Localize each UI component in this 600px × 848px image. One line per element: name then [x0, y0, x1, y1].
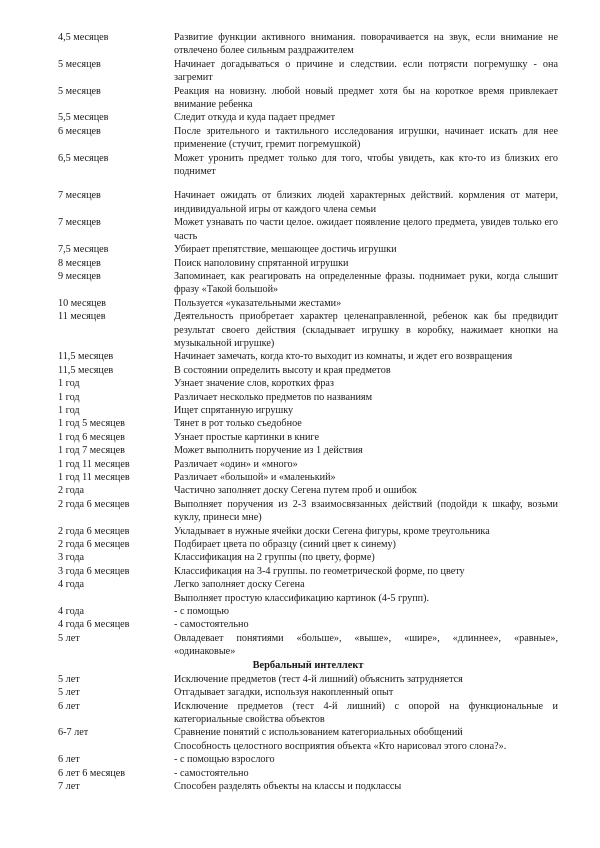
age-cell: 1 год [58, 404, 80, 416]
description-cell: Начинает догадываться о причине и следствии. если потрясти погремушку - она загремит [174, 58, 558, 84]
age-cell: 6 месяцев [58, 125, 101, 137]
age-cell: 8 месяцев [58, 257, 101, 269]
age-cell: 1 год 11 месяцев [58, 472, 130, 483]
description-cell: Исключение предметов (тест 4-й лишний) объяснить затрудняется [174, 673, 463, 685]
description-cell: Узнает простые картинки в книге [174, 431, 319, 443]
table-row [58, 257, 558, 270]
age-cell: 5 лет [58, 673, 80, 685]
age-cell: 11,5 месяцев [58, 364, 114, 376]
age-cell: 4 года [58, 606, 85, 618]
description-cell: Классификация на 2 группы (по цвету, форме) [174, 552, 375, 564]
table-row [58, 525, 558, 538]
description-cell: Способен разделять объекты на классы и подклассы [174, 780, 402, 792]
table-row [58, 364, 558, 377]
table-row [58, 125, 558, 152]
age-cell: 1 год 7 месяцев [58, 445, 125, 457]
table-row [58, 753, 558, 766]
table-row [58, 458, 558, 471]
table-row [58, 377, 558, 390]
age-cell: 4 года [58, 579, 85, 591]
age-cell: 6-7 лет [58, 727, 89, 739]
description-cell: Отгадывает загадки, используя накопленный опыт [174, 687, 394, 699]
table-row [58, 565, 558, 578]
description-cell: Классификация на 3-4 группы. по геометрической форме, по цвету [174, 565, 465, 577]
development-table [58, 31, 558, 793]
table-row [58, 471, 558, 484]
section-heading-row [58, 659, 558, 673]
age-cell: 2 года [58, 485, 85, 497]
table-row [58, 538, 558, 551]
table-row [58, 673, 558, 686]
table-row [58, 740, 558, 753]
description-cell: Убирает препятствие, мешающее достичь игрушки [174, 244, 397, 256]
age-cell: 1 год 11 месяцев [58, 458, 130, 470]
description-cell: Различает несколько предметов по названиям [174, 391, 373, 403]
description-cell: Следит откуда и куда падает предмет [174, 112, 336, 124]
table-row [58, 111, 558, 124]
age-cell: 6 лет [58, 754, 80, 766]
description-cell: Начинает ожидать от близких людей характерных действий. кормления от матери, индивидуальной игры от каждого члена семьи [174, 190, 558, 215]
age-cell: 6,5 месяцев [58, 152, 109, 164]
table-row [58, 484, 558, 497]
age-cell: 7,5 месяцев [58, 244, 109, 256]
description-cell: Тянет в рот только съедобное [174, 418, 302, 430]
table-row [58, 85, 558, 112]
age-cell: 3 года 6 месяцев [58, 565, 130, 577]
age-cell [58, 740, 174, 753]
table-row [58, 404, 558, 417]
table-row [58, 243, 558, 256]
table-row [58, 417, 558, 430]
age-cell: 5 месяцев [58, 58, 101, 70]
age-cell: 11,5 месяцев [58, 351, 114, 363]
age-cell: 7 месяцев [58, 217, 101, 229]
table-row [58, 780, 558, 793]
description-cell: Различает «большой» и «маленький» [174, 472, 336, 483]
description-cell: Подбирает цвета по образцу (синий цвет к синему) [174, 539, 396, 551]
age-cell: 7 месяцев [58, 190, 101, 202]
table-body [58, 31, 558, 793]
table-row [58, 310, 558, 350]
description-cell: Исключение предметов (тест 4-й лишний) с опорой на функциональные и категориальные свойства объектов [174, 700, 558, 725]
description-cell: Запоминает, как реагировать на определенные фразы. поднимает руки, когда слышит фразу «Такой большой» [174, 270, 558, 296]
table-row [58, 391, 558, 404]
table-row [58, 592, 558, 605]
age-cell: 2 года 6 месяцев [58, 498, 130, 510]
description-cell: Может узнавать по части целое. ожидает появление целого предмета, увидев только его часть [174, 217, 558, 242]
age-cell: 2 года 6 месяцев [58, 525, 130, 537]
description-cell: Поиск наполовину спрятанной игрушки [174, 257, 349, 269]
description-cell: Выполняет простую классификацию картинок (4-5 групп). [174, 592, 430, 604]
table-row [58, 700, 558, 727]
age-cell: 1 год [58, 378, 80, 390]
table-row [58, 431, 558, 444]
table-row [58, 350, 558, 363]
description-cell: - самостоятельно [174, 619, 249, 631]
table-row [58, 767, 558, 780]
age-cell: 1 год [58, 391, 80, 403]
age-cell: 6 лет [58, 700, 80, 712]
table-row [58, 551, 558, 564]
table-row [58, 297, 558, 310]
description-cell: Деятельность приобретает характер целенаправленной, ребенок как бы предвидит результат своего действия (складывает игрушку в коробку, нажимает кнопки на музыкальной игрушке) [174, 311, 558, 349]
table-row [58, 578, 558, 591]
table-row [58, 189, 558, 216]
description-cell: Овладевает понятиями «больше», «выше», «шире», «длиннее», «равные», «одинаковые» [174, 632, 558, 658]
description-cell: Реакция на новизну. любой новый предмет хотя бы на короткое время привлекает внимание ребенка [174, 85, 558, 111]
age-cell: 5 лет [58, 632, 80, 644]
age-cell: 11 месяцев [58, 311, 106, 323]
age-cell: 4 года 6 месяцев [58, 619, 130, 631]
description-cell: Ищет спрятанную игрушку [174, 404, 294, 416]
description-cell: Укладывает в нужные ячейки доски Сегена фигуры, кроме треугольника [174, 525, 490, 537]
description-cell: - с помощью [174, 606, 230, 618]
description-cell: Частично заполняет доску Сегена путем проб и ошибок [174, 485, 417, 497]
age-cell: 2 года 6 месяцев [58, 539, 130, 551]
age-cell: 10 месяцев [58, 297, 106, 309]
description-cell: Может уронить предмет только для того, чтобы увидеть, как кто-то из близких его поднимет [174, 152, 558, 178]
table-row [58, 618, 558, 631]
age-cell: 5 месяцев [58, 85, 101, 97]
section-heading: Вербальный интеллект [252, 659, 364, 671]
description-cell: Развитие функции активного внимания. поворачивается на звук, если внимание не отвлечено более сильным раздражителем [174, 32, 558, 57]
age-cell: 1 год 6 месяцев [58, 431, 125, 443]
description-cell: Сравнение понятий с использованием категориальных обобщений [174, 727, 463, 739]
age-cell: 3 года [58, 552, 85, 564]
table-row [58, 686, 558, 699]
age-cell: 5,5 месяцев [58, 112, 109, 124]
age-cell: 4,5 месяцев [58, 32, 109, 43]
table-row [58, 58, 558, 85]
description-cell: В состоянии определить высоту и края предметов [174, 364, 391, 376]
table-row [58, 726, 558, 739]
description-cell: После зрительного и тактильного исследования игрушки, начинает искать для нее применение (стучит, гремит погремушкой) [174, 125, 558, 151]
description-cell: - с помощью взрослого [174, 754, 275, 766]
description-cell: Легко заполняет доску Сегена [174, 579, 305, 591]
age-cell: 9 месяцев [58, 270, 101, 282]
description-cell: Узнает значение слов, коротких фраз [174, 378, 334, 390]
table-row [58, 605, 558, 618]
description-cell: Пользуется «указательными жестами» [174, 297, 342, 309]
table-spacer-row [58, 178, 558, 189]
description-cell: Начинает замечать, когда кто-то выходит из комнаты, и ждет его возвращения [174, 351, 513, 363]
description-cell: Различает «один» и «много» [174, 458, 298, 470]
age-cell: 1 год 5 месяцев [58, 418, 125, 430]
table-row [58, 216, 558, 243]
age-cell: 6 лет 6 месяцев [58, 767, 126, 779]
table-row [58, 632, 558, 659]
table-row [58, 444, 558, 457]
table-row [58, 31, 558, 58]
table-row [58, 270, 558, 297]
age-cell [58, 592, 174, 605]
table-row [58, 498, 558, 525]
table-row [58, 152, 558, 179]
description-cell: Может выполнить поручение из 1 действия [174, 445, 363, 457]
age-cell: 7 лет [58, 780, 80, 792]
description-cell: Выполняет поручения из 2-3 взаимосвязанных действий (подойди к шкафу, возьми куклу, принеси мне) [174, 498, 558, 524]
table-spacer-cell [58, 178, 558, 189]
description-cell: Способность целостного восприятия объекта «Кто нарисовал этого слона?». [174, 740, 507, 752]
age-cell: 5 лет [58, 687, 80, 699]
description-cell: - самостоятельно [174, 767, 249, 779]
